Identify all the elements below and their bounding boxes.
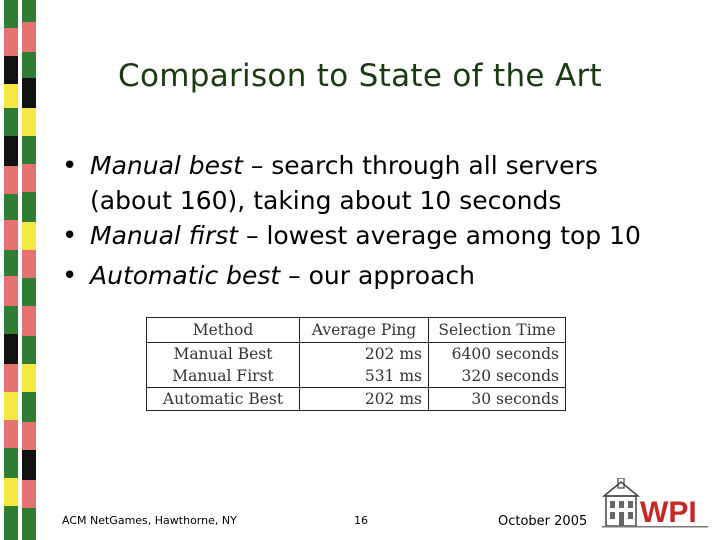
- bullet-dot-icon: •: [62, 221, 78, 251]
- column-header-method: Method: [147, 318, 300, 343]
- column-header-average-ping: Average Ping: [300, 318, 429, 343]
- cell-average-ping: 531 ms: [300, 365, 429, 388]
- wpi-building-logo-icon: [600, 478, 710, 530]
- table-row: [147, 388, 566, 411]
- comparison-table: [146, 317, 566, 411]
- bullet-term: Manual first: [90, 221, 239, 250]
- cell-selection-time: 6400 seconds: [429, 343, 566, 366]
- wpi-logo: [600, 478, 710, 530]
- bullet-term: Automatic best: [90, 261, 281, 290]
- footer-date: October 2005: [498, 514, 588, 529]
- column-header-selection-time: Selection Time: [429, 318, 566, 343]
- bullet-dot-icon: •: [62, 261, 78, 291]
- table-row: [147, 343, 566, 366]
- slide-title: Comparison to State of the Art: [118, 58, 602, 94]
- logo-wordmark: WPI: [640, 496, 697, 529]
- cell-selection-time: 320 seconds: [429, 365, 566, 388]
- bullet-item-manual-first: [62, 216, 702, 256]
- footer-venue: ACM NetGames, Hawthorne, NY: [62, 514, 237, 527]
- bullet-item-manual-best: [62, 146, 702, 216]
- bullet-item-automatic-best: [62, 256, 702, 296]
- table-header-row: [147, 318, 566, 343]
- bullet-text: – search through all servers: [242, 151, 598, 180]
- cell-average-ping: 202 ms: [300, 388, 429, 411]
- bullet-text: – our approach: [280, 261, 475, 290]
- bullet-term: Manual best: [90, 151, 243, 180]
- footer-page-number: 16: [354, 514, 368, 527]
- cell-average-ping: 202 ms: [300, 343, 429, 366]
- cell-selection-time: 30 seconds: [429, 388, 566, 411]
- bullet-dot-icon: •: [62, 151, 78, 181]
- cell-method: Manual Best: [147, 343, 300, 366]
- bullet-continuation: (about 160), taking about 10 seconds: [90, 186, 562, 215]
- cell-method: Automatic Best: [147, 388, 300, 411]
- cell-method: Manual First: [147, 365, 300, 388]
- bullet-list: [62, 146, 702, 296]
- decorative-side-stripe: [0, 0, 40, 540]
- table-row: [147, 365, 566, 388]
- bullet-text: – lowest average among top 10: [238, 221, 641, 250]
